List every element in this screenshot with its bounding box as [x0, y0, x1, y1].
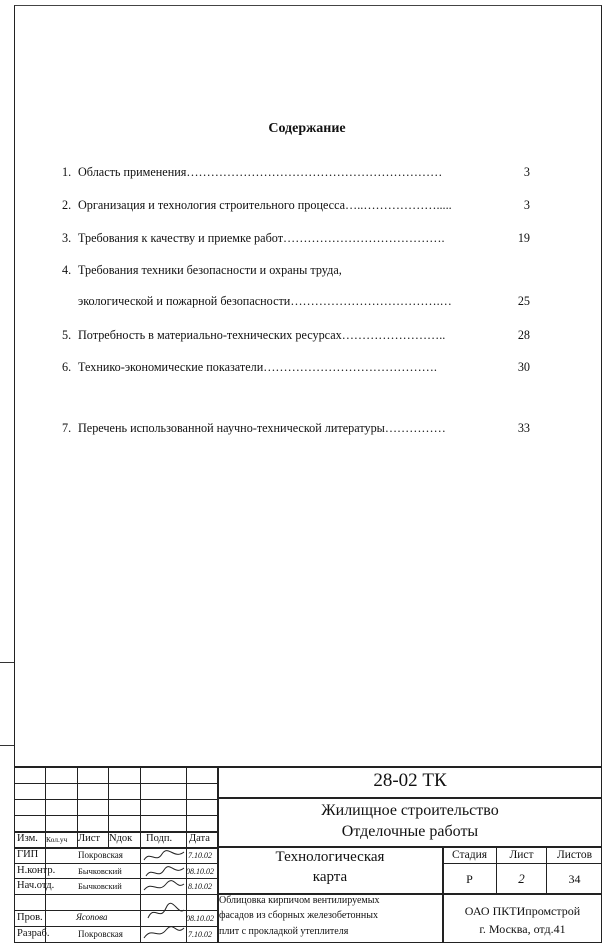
header-podp: Подп.: [146, 833, 173, 844]
document-code: 28-02 ТК: [373, 770, 447, 791]
document-type-2: карта: [312, 869, 348, 885]
role-label: ГИП: [17, 849, 39, 860]
stamp-line: [217, 846, 602, 848]
role-label: Нач.отд.: [17, 880, 55, 891]
margin-tick: [0, 745, 14, 746]
toc-page: 3: [523, 198, 530, 212]
header-ndok: Nдок: [109, 833, 133, 844]
header-izm: Изм.: [17, 833, 38, 844]
sheets-label: Листов: [556, 849, 593, 861]
toc-page: 28: [517, 328, 530, 342]
description-line-3: плит с прокладкой утеплителя: [219, 926, 349, 937]
organization-title-1: Жилищное строительство: [321, 802, 499, 819]
header-kol: Кол.уч: [46, 835, 68, 844]
role-date: 7.10.02: [188, 930, 212, 939]
role-name: Покровская: [78, 929, 123, 939]
header-data: Дата: [189, 833, 210, 844]
toc-page: 30: [517, 360, 530, 374]
stamp-line: [14, 815, 217, 816]
stamp-line: [14, 783, 217, 784]
toc-number: 6.: [62, 360, 72, 374]
role-name: Покровская: [78, 850, 123, 860]
toc-number: 5.: [62, 328, 72, 342]
toc-number: 2.: [62, 198, 72, 212]
toc-number: 4.: [62, 263, 72, 277]
toc-text: Область применения………………………………………………………: [78, 165, 443, 179]
signatures: [140, 846, 188, 942]
organization-city: г. Москва, отд.41: [479, 922, 566, 936]
toc-number: 3.: [62, 231, 72, 245]
role-label: Н.контр.: [17, 865, 56, 876]
sheet-value: 2: [518, 871, 525, 886]
description-line-2: фасадов из сборных железобетонных: [219, 910, 378, 921]
stage-label: Стадия: [451, 849, 488, 861]
stamp-line: [217, 797, 602, 799]
toc-text: Требования техники безопасности и охраны труда,: [78, 263, 342, 277]
role-date: 8.10.02: [188, 882, 212, 891]
toc-text: экологической и пожарной безопасности……………………………….…: [78, 294, 452, 308]
role-date: 08.10.02: [186, 914, 214, 923]
toc-page: 19: [517, 231, 530, 245]
role-name: Бычковский: [78, 866, 122, 876]
sheet-label: Лист: [509, 849, 534, 861]
organization-name: ОАО ПКТИпромстрой: [464, 904, 581, 918]
stamp-line: [45, 766, 46, 943]
margin-tick: [0, 662, 14, 663]
document-type-1: Технологическая: [275, 849, 385, 865]
page-title: Содержание: [268, 121, 346, 136]
stamp-line: [14, 799, 217, 800]
sheets-value: 34: [568, 872, 581, 886]
toc-page: 33: [517, 421, 530, 435]
toc-text: Технико-экономические показатели…………………………………….: [78, 360, 437, 374]
organization-title-2: Отделочные работы: [341, 823, 479, 840]
toc-number: 1.: [62, 165, 72, 179]
toc-page: 25: [517, 294, 530, 308]
toc-text: Потребность в материально-технических ресурсах……………………..: [78, 328, 446, 342]
toc-text: Требования к качеству и приемке работ………………………………….: [78, 231, 445, 245]
stamp-line: [443, 863, 602, 864]
toc-text: Организация и технология строительного процесса…..……………….....: [78, 198, 452, 212]
stage-value: Р: [466, 872, 473, 886]
toc-page: 3: [523, 165, 530, 179]
role-label: Разраб.: [17, 928, 50, 939]
toc-number: 7.: [62, 421, 72, 435]
role-label: Пров.: [17, 912, 43, 923]
stamp-line: [14, 766, 602, 768]
role-date: 08.10.02: [186, 867, 214, 876]
role-name: Бычковский: [78, 881, 122, 891]
role-date: 7.10.02: [188, 851, 212, 860]
role-name: Ясопова: [76, 912, 108, 922]
toc-text: Перечень использованной научно-технической литературы……………: [78, 421, 446, 435]
description-line-1: Облицовка кирпичом вентилируемых: [219, 895, 380, 906]
header-list: Лист: [78, 833, 100, 844]
